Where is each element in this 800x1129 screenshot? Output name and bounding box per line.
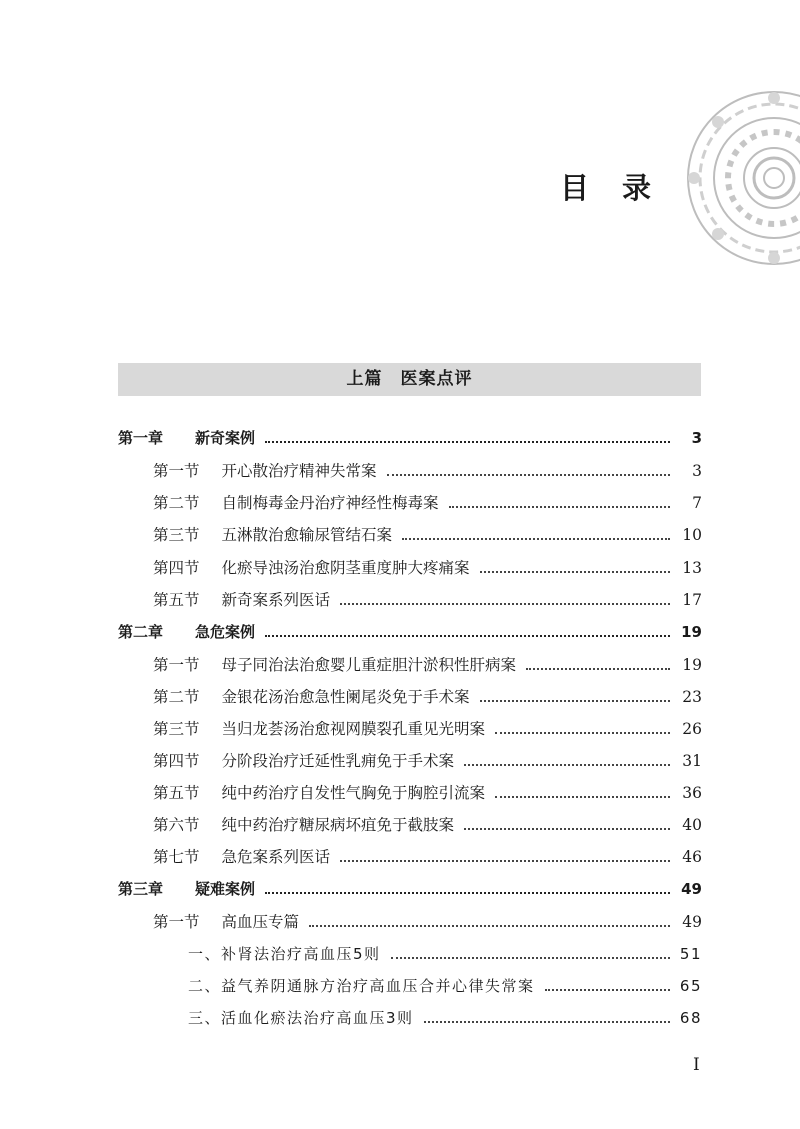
section-title: 自制梅毒金丹治疗神经性梅毒案	[221, 494, 439, 512]
page-number: 19	[681, 623, 702, 641]
section-number: 第五节	[153, 784, 200, 802]
toc-section[interactable]	[153, 523, 702, 547]
section-number: 第三节	[153, 526, 200, 544]
toc-subitem[interactable]	[188, 942, 702, 966]
toc-subitem[interactable]	[188, 1006, 702, 1030]
section-title: 开心散治疗精神失常案	[221, 462, 377, 480]
dot-leader	[265, 891, 670, 894]
page-number: 7	[692, 494, 702, 512]
rosette-ornament-icon	[684, 88, 800, 268]
page-number: 3	[691, 429, 702, 447]
section-number: 第七节	[153, 848, 200, 866]
toc-chapter-1[interactable]	[118, 426, 702, 450]
section-number: 第一节	[153, 913, 200, 931]
toc-section[interactable]	[153, 556, 702, 580]
toc-section[interactable]	[153, 910, 702, 934]
dot-leader	[526, 667, 670, 670]
toc-chapter-3[interactable]	[118, 877, 702, 901]
section-number: 第六节	[153, 816, 200, 834]
toc-section[interactable]	[153, 653, 702, 677]
dot-leader	[480, 570, 670, 573]
dot-leader	[480, 699, 670, 702]
section-title: 分阶段治疗迁延性乳痈免于手术案	[221, 752, 455, 770]
page-title: 目 录	[560, 171, 654, 205]
dot-leader	[391, 956, 670, 959]
page-number: 26	[682, 720, 702, 738]
page-number: 10	[682, 526, 702, 544]
subitem-title: 三、活血化瘀法治疗高血压3则	[188, 1009, 414, 1027]
dot-leader	[340, 602, 670, 605]
toc-section[interactable]	[153, 588, 702, 612]
chapter-title: 急危案例	[195, 623, 256, 641]
dot-leader	[495, 795, 670, 798]
page-number: 49	[681, 880, 702, 898]
toc-section[interactable]	[153, 685, 702, 709]
page-number: 40	[682, 816, 702, 834]
dot-leader	[402, 537, 670, 540]
section-title: 当归龙荟汤治愈视网膜裂孔重见光明案	[221, 720, 486, 738]
page-number: 13	[682, 559, 702, 577]
section-number: 第三节	[153, 720, 200, 738]
subitem-title: 一、补肾法治疗高血压5则	[188, 945, 381, 963]
section-number: 第四节	[153, 559, 200, 577]
page-number: 46	[682, 848, 702, 866]
page-number: 65	[679, 977, 702, 995]
toc-section[interactable]	[153, 813, 702, 837]
toc-chapter-2[interactable]	[118, 620, 702, 644]
page-number: 3	[692, 462, 702, 480]
section-title: 新奇案系列医话	[221, 591, 331, 609]
page-number: 19	[682, 656, 702, 674]
page-number: 31	[682, 752, 702, 770]
dot-leader	[495, 731, 670, 734]
section-number: 第一节	[153, 462, 200, 480]
page-number: 51	[679, 945, 702, 963]
section-title: 纯中药治疗糖尿病坏疽免于截肢案	[221, 816, 455, 834]
page-number: 17	[682, 591, 702, 609]
page-number: 23	[682, 688, 702, 706]
toc-section[interactable]	[153, 717, 702, 741]
toc-subitem[interactable]	[188, 974, 702, 998]
dot-leader	[464, 763, 670, 766]
section-number: 第四节	[153, 752, 200, 770]
page-number: 49	[682, 913, 702, 931]
section-title: 母子同治法治愈婴儿重症胆汁淤积性肝病案	[221, 656, 517, 674]
section-title: 金银花汤治愈急性阑尾炎免于手术案	[221, 688, 470, 706]
chapter-number: 第二章	[118, 623, 164, 641]
chapter-number: 第一章	[118, 429, 164, 447]
dot-leader	[387, 473, 670, 476]
toc-section[interactable]	[153, 491, 702, 515]
chapter-title: 疑难案例	[195, 880, 256, 898]
section-number: 第二节	[153, 688, 200, 706]
page-number: 68	[679, 1009, 702, 1027]
section-title: 纯中药治疗自发性气胸免于胸腔引流案	[221, 784, 486, 802]
dot-leader	[545, 988, 670, 991]
part-banner: 上篇 医案点评	[118, 363, 701, 396]
section-number: 第五节	[153, 591, 200, 609]
section-title: 化瘀导浊汤治愈阴茎重度肿大疼痛案	[221, 559, 470, 577]
section-title: 高血压专篇	[221, 913, 300, 931]
section-number: 第一节	[153, 656, 200, 674]
dot-leader	[464, 827, 670, 830]
page-number: 36	[682, 784, 702, 802]
dot-leader	[340, 859, 670, 862]
page-folio: I	[693, 1055, 700, 1075]
subitem-title: 二、益气养阴通脉方治疗高血压合并心律失常案	[188, 977, 535, 995]
dot-leader	[309, 924, 670, 927]
toc-section[interactable]	[153, 845, 702, 869]
toc-section[interactable]	[153, 781, 702, 805]
dot-leader	[449, 505, 670, 508]
dot-leader	[424, 1020, 670, 1023]
toc-section[interactable]	[153, 459, 702, 483]
dot-leader	[265, 440, 670, 443]
toc-section[interactable]	[153, 749, 702, 773]
chapter-number: 第三章	[118, 880, 164, 898]
section-title: 急危案系列医话	[221, 848, 331, 866]
section-number: 第二节	[153, 494, 200, 512]
chapter-title: 新奇案例	[195, 429, 256, 447]
section-title: 五淋散治愈输尿管结石案	[221, 526, 393, 544]
dot-leader	[265, 634, 670, 637]
